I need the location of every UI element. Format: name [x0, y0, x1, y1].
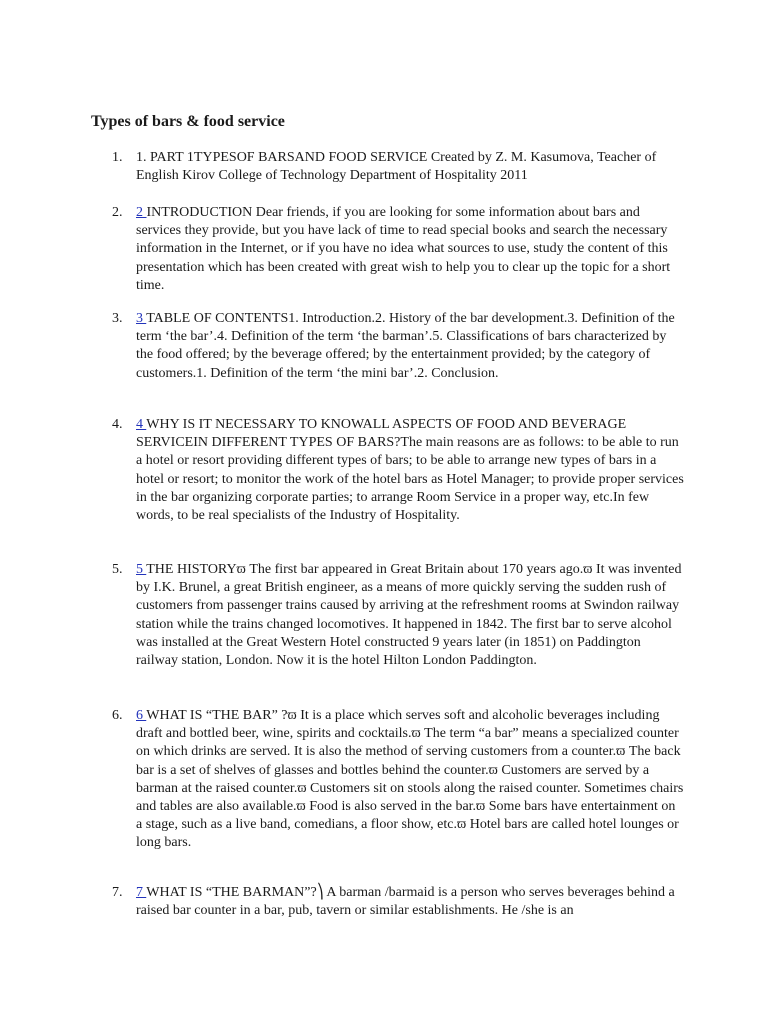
slide-link[interactable]: 5 — [136, 562, 147, 577]
list-item-text: INTRODUCTION Dear friends, if you are looking for some information about bars and services they provide, but you have lack of time to read special books and search the necessary information in the Internet, or if you have no idea what sources to use, study the content of this presentation which has been created with great wish to help you to clear up the topic for a short time. — [136, 205, 671, 293]
list-item-body — [136, 310, 684, 383]
slide-link[interactable]: 2 — [136, 205, 147, 220]
list-item-number: 2. — [112, 205, 123, 220]
document-title: Types of bars & food service — [91, 113, 285, 130]
list-item-number: 5. — [112, 562, 123, 577]
list-item-body — [136, 561, 684, 670]
list-item-number: 3. — [112, 311, 123, 326]
list-item-text: THE HISTORYϖ The first bar appeared in Great Britain about 170 years ago.ϖ It was invented by I.K. Brunel, a great British engineer, as a means of more quickly serving the sudden rush of customers from passenger trains caused by arriving at the refreshment rooms at Swindon railway station while the trains changed locomotives. It happened in 1842. The first bar to serve alcohol was installed at the Great Western Hotel constructed 9 years later (in 1851) on Paddington railway station, London. Now it is the hotel Hilton London Paddington. — [136, 562, 682, 669]
list-item-number: 1. — [112, 150, 123, 165]
list-item-number: 4. — [112, 417, 123, 432]
slide-link[interactable]: 4 — [136, 417, 147, 432]
list-item-body — [136, 884, 684, 920]
list-item-body — [136, 416, 684, 525]
slide-link[interactable]: 7 — [136, 885, 147, 900]
list-item-number: 7. — [112, 885, 123, 900]
list-item-text: WHY IS IT NECESSARY TO KNOWALL ASPECTS OF FOOD AND BEVERAGE SERVICEIN DIFFERENT TYPES OF BARS?The main reasons are as follows: to be able to run a hotel or resort providing different types of bars; to be able to arrange new types of bars in a hotel or resort; to monitor the work of the hotel bars as Hotel Manager; to provide proper services in the bar organizing corporate parties; to arrange Room Service in a proper way, etc.In few words, to be real specialists of the Industry of Hospitality. — [136, 417, 684, 524]
list-item-text: WHAT IS “THE BARMAN”?⎞ A barman /barmaid is a person who serves beverages behind a raised bar counter in a bar, pub, tavern or similar establishments. He /she is an — [136, 885, 675, 919]
list-item-text: TABLE OF CONTENTS1. Introduction.2. History of the bar development.3. Definition of the term ‘the bar’.4. Definition of the term ‘the barman’.5. Classifications of bars characterized by the food offered; by the beverage offered; by the entertainment provided; by the category of customers.1. Definition of the term ‘the mini bar’.2. Conclusion. — [136, 311, 675, 381]
slide-link[interactable]: 6 — [136, 708, 147, 723]
list-item-text: WHAT IS “THE BAR” ?ϖ It is a place which serves soft and alcoholic beverages including draft and bottled beer, wine, spirits and cocktails.ϖ The term “a bar” means a specialized counter on which drinks are served. It is also the method of serving customers from a counter.ϖ The back bar is a set of shelves of glasses and bottles behind the counter.ϖ Customers are served by a barman at the raised counter.ϖ Customers sit on stools along the raised counter. Sometimes chairs and tables are also available.ϖ Food is also served in the bar.ϖ Some bars have entertainment on a stage, such as a live band, comedians, a floor show, etc.ϖ Hotel bars are called hotel lounges or long bars. — [136, 708, 684, 851]
list-item-body — [136, 707, 684, 853]
list-item-body — [136, 204, 684, 295]
list-item-number: 6. — [112, 708, 123, 723]
list-item-body — [136, 149, 684, 185]
list-item-text: 1. PART 1TYPESOF BARSAND FOOD SERVICE Created by Z. M. Kasumova, Teacher of English Kirov College of Technology Department of Hospitality 2011 — [136, 150, 657, 184]
slide-link[interactable]: 3 — [136, 311, 147, 326]
